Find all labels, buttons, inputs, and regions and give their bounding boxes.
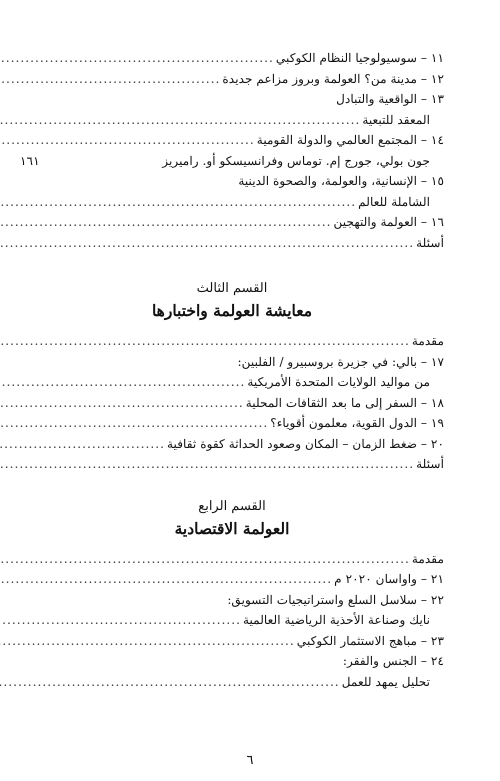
section-label: القسم الرابع — [198, 498, 266, 514]
leader-dots — [0, 434, 167, 455]
leader-dots — [0, 672, 342, 693]
entry-title: ١٢ – مدينة من؟ العولمة وبروز مزاعم جديدة — [222, 71, 444, 86]
entry-title: ١٩ – الدول القوية، معلمون أقوياء؟ — [270, 416, 444, 430]
entry-title: الشاملة للعالم — [358, 194, 430, 209]
toc-entry — [20, 393, 444, 414]
leader-dots — [0, 413, 270, 434]
entry-title: ٢١ – واواسان ٢٠٢٠ م — [334, 572, 444, 586]
toc-entry-heading: ١٥ – الإنسانية، والعولمة، والصحوة الدينية — [238, 174, 444, 188]
toc-entry — [20, 212, 444, 233]
leader-dots — [0, 69, 222, 90]
toc-entry — [20, 549, 444, 570]
toc-entry — [20, 454, 444, 475]
entry-title: ١٦ – العولمة والتهجين — [333, 215, 444, 229]
toc-entry — [20, 610, 444, 631]
entry-title: ١٤ – المجتمع العالمي والدولة القومية — [256, 133, 444, 147]
toc-entry — [20, 372, 444, 393]
toc-entry-heading: ٢٢ – سلاسل السلع واستراتيجيات التسويق: — [227, 592, 444, 607]
leader-dots — [0, 110, 362, 131]
toc-entry — [20, 69, 444, 90]
toc-entry — [20, 130, 444, 151]
toc-entry — [20, 151, 444, 172]
toc-entry — [20, 434, 444, 455]
toc-entry — [20, 331, 444, 352]
table-of-contents — [20, 48, 444, 692]
section-4-entries — [20, 549, 444, 693]
leader-dots — [0, 393, 246, 414]
leader-dots — [0, 48, 276, 69]
section-4-header — [20, 497, 444, 541]
leader-dots — [0, 233, 416, 254]
toc-entry-heading: ٢٤ – الجنس والفقر: — [342, 654, 444, 668]
section-title: معايشة العولمة واختبارها — [151, 301, 313, 320]
leader-dots — [0, 212, 334, 233]
toc-entry — [20, 110, 444, 131]
entry-title: مقدمة — [411, 551, 444, 566]
leader-dots — [0, 631, 297, 652]
entry-title: جون بولي، جورج إم. توماس وفرانسيسكو أو. راميريز — [162, 153, 430, 168]
toc-entry — [20, 672, 444, 693]
leader-dots — [0, 610, 243, 631]
leader-dots — [0, 549, 412, 570]
part2-entries — [20, 48, 444, 253]
leader-dots — [0, 569, 334, 590]
section-label: القسم الثالث — [196, 281, 268, 296]
leader-dots — [0, 331, 412, 352]
section-3-header — [20, 279, 444, 323]
entry-title: أسئلة — [416, 235, 444, 250]
toc-entry — [20, 413, 444, 434]
entry-title: ٢٠ – ضغط الزمان – المكان وصعود الحداثة كقوة ثقافية — [167, 436, 444, 451]
leader-dots — [0, 372, 247, 393]
entry-title: أسئلة — [416, 457, 444, 471]
entry-title: مقدمة — [411, 334, 444, 348]
entry-title: ٢٣ – مباهج الاستثمار الكوكبي — [296, 633, 444, 648]
entry-title: من مواليد الولايات المتحدة الأمريكية — [247, 375, 430, 389]
toc-entry — [20, 192, 444, 213]
toc-entry-heading: ١٧ – بالي: في جزيرة بروسبيرو / الفلبين: — [237, 354, 444, 369]
entry-title: تحليل يمهد للعمل — [341, 674, 430, 689]
leader-dots — [0, 454, 416, 475]
entry-title: نايك وصناعة الأحذية الرياضية العالمية — [242, 613, 430, 627]
entry-page: ١٦١ — [20, 153, 40, 168]
entry-title: ١١ – سوسيولوجيا النظام الكوكبي — [275, 51, 444, 65]
toc-entry — [20, 631, 444, 652]
section-title: العولمة الاقتصادية — [174, 518, 290, 538]
leader-dots — [0, 192, 358, 213]
entry-title: المعقد للتبعية — [362, 112, 430, 127]
entry-title: ١٨ – السفر إلى ما بعد الثقافات المحلية — [245, 395, 444, 410]
page-number: ٦ — [246, 753, 254, 768]
toc-entry — [20, 233, 444, 254]
leader-dots — [0, 130, 257, 151]
section-3-entries — [20, 331, 444, 475]
toc-entry-heading: ١٣ – الواقعية والتبادل — [336, 92, 444, 106]
toc-entry — [20, 48, 444, 69]
toc-entry — [20, 569, 444, 590]
